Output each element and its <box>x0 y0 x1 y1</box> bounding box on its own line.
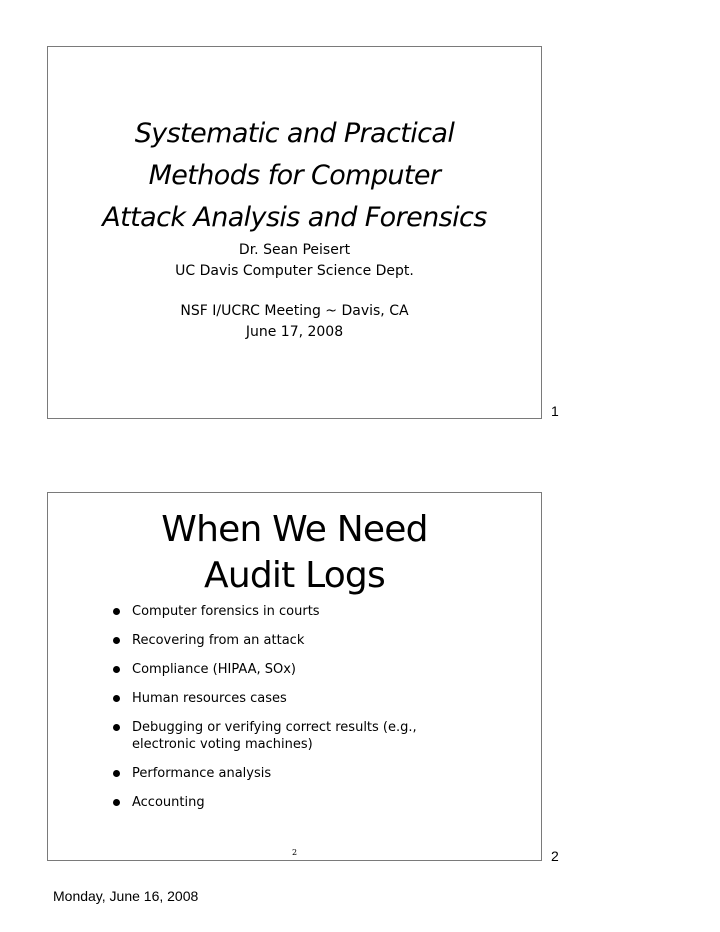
meeting-name: NSF I/UCRC Meeting ~ Davis, CA <box>180 303 409 319</box>
bullet-text: Recovering from an attack <box>132 633 305 648</box>
list-item <box>103 794 483 811</box>
bullet-list <box>103 603 483 823</box>
list-item <box>103 603 483 620</box>
bullet-text: Accounting <box>132 795 205 810</box>
slide-2-title-line: When We Need <box>161 509 428 550</box>
slide-2 <box>47 492 542 861</box>
slide-2-title-line: Audit Logs <box>204 555 385 596</box>
bullet-icon <box>113 770 120 777</box>
bullet-icon <box>113 608 120 615</box>
meeting-date: June 17, 2008 <box>245 324 344 340</box>
footer-date: Monday, June 16, 2008 <box>53 888 199 904</box>
bullet-icon <box>113 724 120 731</box>
bullet-text: Computer forensics in courts <box>132 604 320 619</box>
bullet-icon <box>113 799 120 806</box>
slide-1-title-line: Methods for Computer <box>148 160 441 191</box>
page-number-1: 1 <box>551 403 559 419</box>
slide-1-title-line: Attack Analysis and Forensics <box>102 202 487 233</box>
slide-2-title <box>48 507 541 599</box>
list-item <box>103 661 483 678</box>
slide-1-title <box>48 113 541 239</box>
bullet-icon <box>113 637 120 644</box>
bullet-text: Human resources cases <box>132 691 287 706</box>
bullet-icon <box>113 695 120 702</box>
list-item <box>103 719 483 753</box>
list-item <box>103 632 483 649</box>
page-number-2: 2 <box>551 848 559 864</box>
author-affiliation: UC Davis Computer Science Dept. <box>175 263 414 279</box>
author-block <box>48 240 541 282</box>
bullet-text: Debugging or verifying correct results (e.g., electronic voting machines) <box>132 720 417 752</box>
list-item <box>103 765 483 782</box>
bullet-text: Performance analysis <box>132 766 272 781</box>
bullet-text: Compliance (HIPAA, SOx) <box>132 662 297 677</box>
slide-inner-page-number: 2 <box>291 848 298 857</box>
slide-1-title-line: Systematic and Practical <box>134 118 455 149</box>
slide-1 <box>47 46 542 419</box>
bullet-icon <box>113 666 120 673</box>
meeting-block <box>48 301 541 343</box>
list-item <box>103 690 483 707</box>
author-name: Dr. Sean Peisert <box>238 242 351 258</box>
